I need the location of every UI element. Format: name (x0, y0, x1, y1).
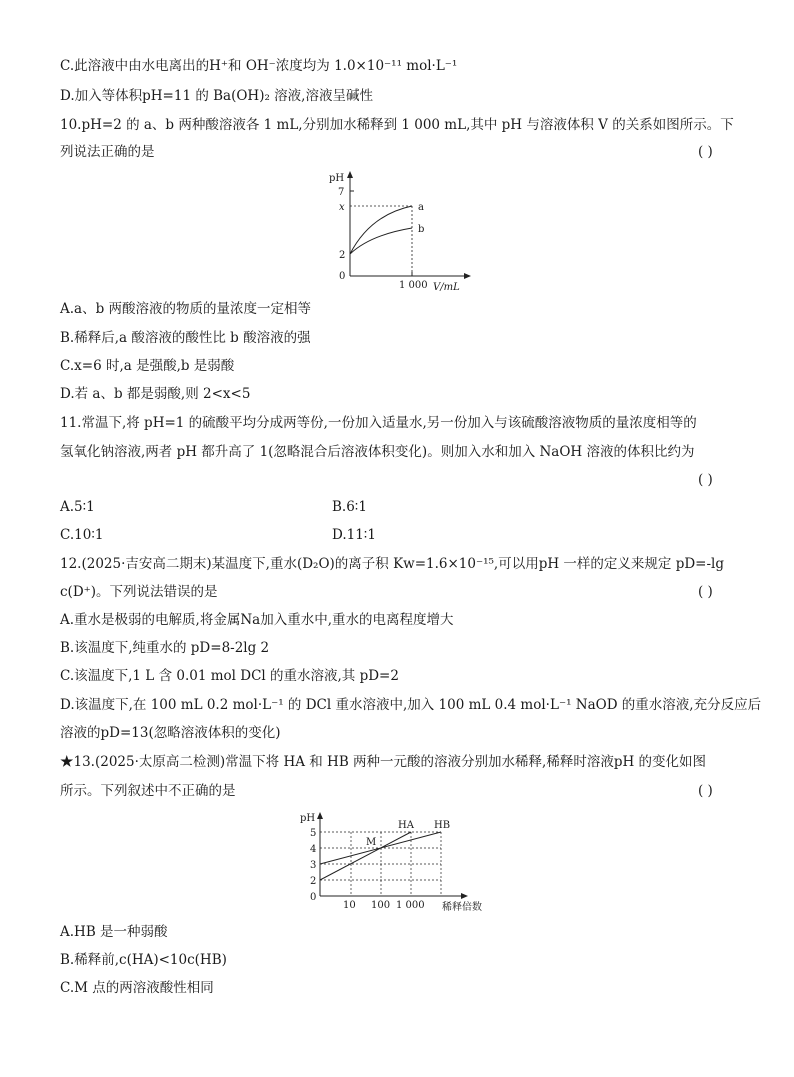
answer-paren-10: ( ) (698, 144, 713, 160)
question-11-line-2: 氢氧化钠溶液,两者 pH 都升高了 1(忽略混合后溶液体积变化)。则加入水和加入 NaOH 溶液的体积比约为 (60, 444, 695, 460)
series-line-b (350, 228, 412, 254)
q12-option-b: B.该温度下,纯重水的 pD=8-2lg 2 (60, 640, 270, 656)
q11-option-c: C.10∶1 (60, 527, 104, 543)
y-tick-label-5: 5 (310, 828, 317, 839)
q10-option-d: D.若 a、b 都是弱酸,则 2<x<5 (60, 386, 251, 402)
y-tick-label-7: 7 (338, 187, 345, 198)
q12-option-c: C.该温度下,1 L 含 0.01 mol DCl 的重水溶液,其 pD=2 (60, 668, 399, 684)
q10-option-c: C.x=6 时,a 是强酸,b 是弱酸 (60, 358, 235, 374)
y-tick-label-4: 4 (310, 844, 317, 855)
q10-option-b: B.稀释后,a 酸溶液的酸性比 b 酸溶液的强 (60, 330, 311, 346)
question-13-line-2: 所示。下列叙述中不正确的是 (60, 783, 236, 799)
q10-option-a: A.a、b 两酸溶液的物质的量浓度一定相等 (60, 301, 312, 317)
q12-option-d-line-2: 溶液的pD=13(忽略溶液体积的变化) (60, 725, 281, 741)
series-line-hb (320, 832, 441, 864)
y-tick-label-x: x (339, 202, 345, 213)
x-axis-label: V/mL (433, 282, 460, 293)
question-12-line-1: 12.(2025·吉安高二期末)某温度下,重水(D₂O)的离子积 Kw=1.6×10⁻¹⁵,可以用pH 一样的定义来规定 pD=-lg (60, 556, 725, 572)
y-tick-label-0: 0 (339, 271, 346, 282)
x-axis-arrow-icon (464, 273, 471, 279)
y-axis-label: pH (329, 173, 345, 184)
x-tick-label-1000: 1 000 (399, 280, 428, 291)
answer-paren-11: ( ) (698, 472, 713, 488)
q11-option-a: A.5∶1 (60, 499, 95, 515)
y-axis-arrow-icon (317, 812, 323, 819)
q11-option-b: B.6∶1 (332, 499, 367, 515)
x-axis-arrow-icon (461, 893, 468, 899)
q11-option-d: D.11∶1 (332, 527, 376, 543)
x-axis-label: 稀释倍数 (442, 902, 482, 913)
y-tick-label-3: 3 (310, 860, 317, 871)
option-c-prev: C.此溶液中由水电离出的H⁺和 OH⁻浓度均为 1.0×10⁻¹¹ mol·L⁻¹ (60, 58, 458, 74)
x-tick-label-1000: 1 000 (396, 900, 425, 911)
y-tick-label-2: 2 (339, 250, 346, 261)
option-d-prev: D.加入等体积pH=11 的 Ba(OH)₂ 溶液,溶液呈碱性 (60, 88, 373, 104)
q13-option-c: C.M 点的两溶液酸性相同 (60, 980, 214, 996)
series-label-a: a (418, 202, 424, 213)
y-axis-label: pH (300, 813, 316, 824)
answer-paren-12: ( ) (698, 584, 713, 600)
q12-option-d-line-1: D.该温度下,在 100 mL 0.2 mol·L⁻¹ 的 DCl 重水溶液中,加入 100 mL 0.4 mol·L⁻¹ NaOD 的重水溶液,充分反应后 (60, 697, 762, 713)
question-10-line-2: 列说法正确的是 (60, 144, 155, 160)
question-13-line-1: ★13.(2025·太原高二检测)常温下将 HA 和 HB 两种一元酸的溶液分别加水稀释,稀释时溶液pH 的变化如图 (60, 754, 707, 770)
question-11-line-1: 11.常温下,将 pH=1 的硫酸平均分成两等份,一份加入适量水,另一份加入与该硫酸溶液物质的量浓度相等的 (60, 415, 697, 431)
answer-paren-13: ( ) (698, 783, 713, 799)
series-label-ha: HA (398, 820, 414, 831)
q13-option-b: B.稀释前,c(HA)<10c(HB) (60, 952, 227, 968)
q13-option-a: A.HB 是一种弱酸 (60, 924, 168, 940)
question-10-line-1: 10.pH=2 的 a、b 两种酸溶液各 1 mL,分别加水稀释到 1 000 mL,其中 pH 与溶液体积 V 的关系如图所示。下 (60, 117, 734, 133)
figure-10-ph-vs-volume (325, 168, 475, 296)
y-tick-label-0: 0 (310, 892, 317, 903)
series-label-hb: HB (434, 820, 451, 831)
x-tick-label-10: 10 (343, 900, 356, 911)
question-12-line-2: c(D⁺)。下列说法错误的是 (60, 584, 218, 600)
x-tick-label-100: 100 (371, 900, 391, 911)
grid-lines (320, 832, 441, 896)
y-axis-arrow-icon (347, 171, 353, 178)
figure-13-ph-vs-dilution (296, 808, 496, 920)
q12-option-a: A.重水是极弱的电解质,将金属Na加入重水中,重水的电离程度增大 (60, 612, 454, 628)
y-tick-label-2: 2 (310, 876, 317, 887)
point-m-label: M (366, 837, 377, 848)
series-label-b: b (418, 224, 425, 235)
